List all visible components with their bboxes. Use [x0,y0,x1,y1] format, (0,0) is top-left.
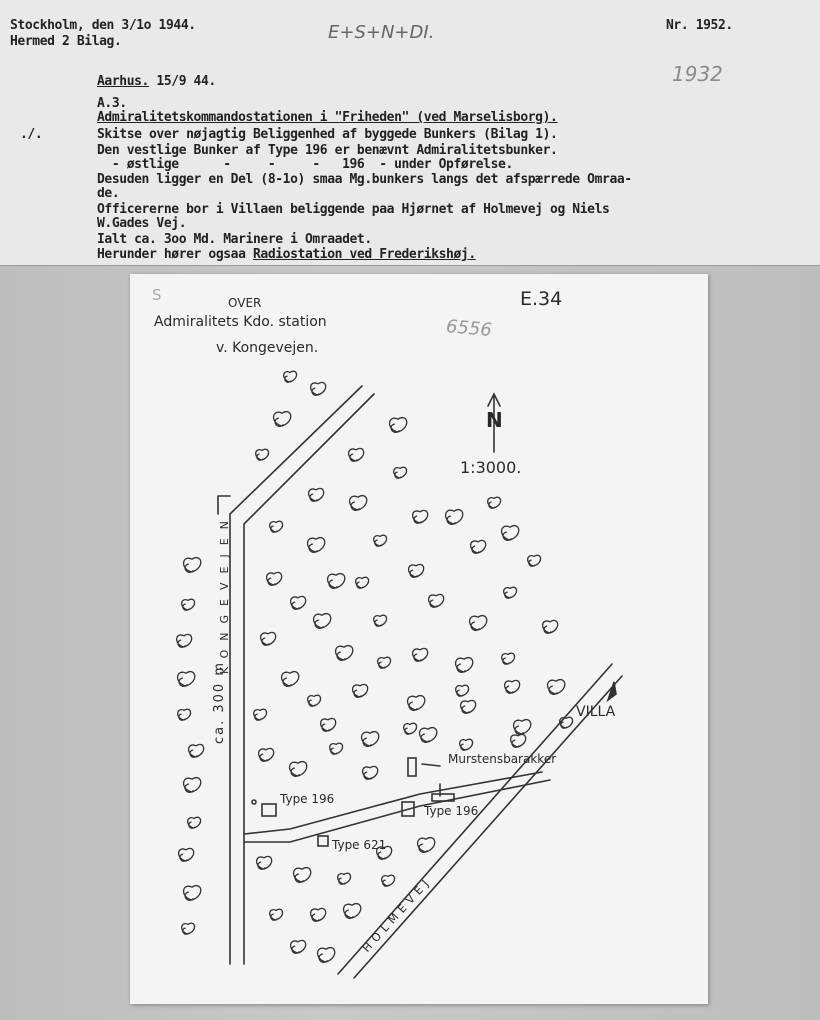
tree-symbol [460,739,473,750]
tree-symbol [362,732,379,747]
tree-symbol [284,371,297,382]
line-10-link: Radiostation ved Frederikshøj. [252,247,476,262]
tree-symbol [270,521,283,532]
tree-symbol [291,940,306,953]
tree-symbol [256,449,269,460]
tree-symbol [528,555,541,566]
tree-symbol [374,615,387,626]
tree-symbol [420,728,437,743]
source-place: Aarhus. [97,74,149,89]
tree-symbol [270,909,283,920]
margin-mark: ./. [20,127,43,142]
tree-symbol [330,743,343,754]
barracks-pointer [422,764,440,766]
letter-line-8: W.Gades Vej. [97,216,187,231]
sketch-title-main: Admiralitets Kdo. station [154,314,327,330]
tree-symbol [548,680,565,695]
tree-symbol [456,685,469,696]
tree-symbol [182,923,195,934]
letter-line-9: Ialt ca. 3oo Md. Marinere i Omraadet. [97,232,372,247]
tree-symbol [311,382,326,395]
tree-symbol [291,596,306,609]
tree-symbol [321,718,336,731]
scale-label: 1:3000. [460,458,522,477]
tree-symbol [404,723,417,734]
sheet-id: E.34 [520,288,563,310]
tree-symbol [328,574,345,589]
tree-symbol [294,868,311,883]
tree-symbol [274,412,291,427]
letter-line-5: Desuden ligger en Del (8-1o) smaa Mg.bunkers langs det afspærrede Omraa- [97,172,632,187]
distance-label: ca. 300 m [212,661,227,744]
tree-symbol [471,540,486,553]
tree-symbol [488,497,501,508]
tree-symbol [178,709,191,720]
tree-symbol [290,762,307,777]
tree-symbol [314,614,331,629]
letter-line-10 [97,247,476,262]
letter-sheet [0,0,820,266]
tree-symbol [446,510,463,525]
tree-symbol [511,734,526,747]
tree-symbol [390,418,407,433]
tree-symbol [318,948,335,963]
tree-symbol [254,709,267,720]
tree-symbol [257,856,272,869]
tree-symbol [502,526,519,541]
source-date: 15/9 44. [149,74,216,89]
tree-symbol [261,632,276,645]
sketch-map [130,274,708,1004]
bunker-type-621 [318,836,328,846]
tree-symbol [505,680,520,693]
tree-symbol [350,496,367,511]
tree-symbol [179,848,194,861]
tree-symbol [378,657,391,668]
pencil-number: 6556 [445,316,493,341]
bunker-small-label: Type 621 [332,838,387,852]
barracks-label: Murstensbarakker [448,752,557,766]
letter-line-4: - østlige - - - 196 - under Opførelse. [97,157,513,172]
tree-symbol [409,564,424,577]
tree-symbol [504,587,517,598]
tree-symbol [374,535,387,546]
north-label: N [486,408,503,432]
connecting-road-south-edge [244,780,550,842]
tree-symbol [382,875,395,886]
tree-symbol [308,538,325,553]
tree-symbol [349,448,364,461]
holmevej-label: HOLMEVEJ [360,873,435,955]
tree-symbol [413,510,428,523]
tree-symbol [177,634,192,647]
letter-enclosures: Hermed 2 Bilag. [10,34,122,49]
tree-symbol [267,572,282,585]
line-10-prefix: Herunder hører ogsaa [97,247,253,262]
letter-source [97,74,216,89]
tree-symbol [336,646,353,661]
tree-symbol [188,817,201,828]
tree-symbol [461,700,476,713]
sketch-title-over: OVER [228,296,262,310]
handwritten-codes: E+S+N+DI. [328,22,435,43]
kongevej-road-east-edge [244,394,374,964]
tree-symbol [502,653,515,664]
tree-symbol [356,577,369,588]
tree-symbol [338,873,351,884]
tree-symbol [394,467,407,478]
tree-symbol [456,658,473,673]
tree-symbol [543,620,558,633]
barracks-building-1 [408,758,416,776]
holmevej-road-east-edge [354,676,622,978]
tree-symbol [184,558,201,573]
bunker-west-type-196 [262,804,276,816]
tree-symbol [308,695,321,706]
bunker-east-label: Type 196 [424,804,479,818]
tree-symbol [309,488,324,501]
corner-mark: S [152,286,162,304]
letter-place-date: Stockholm, den 3/1o 1944. [10,18,196,33]
tree-symbol [182,599,195,610]
letter-number: Nr. 1952. [666,18,733,33]
letter-line-7: Officererne bor i Villaen beliggende paa Hjørnet af Holmevej og Niels [97,202,610,217]
tree-symbol [408,696,425,711]
letter-line-1: Admiralitetskommandostationen i "Friheden" (ved Marselisborg). [97,110,558,125]
tree-symbol [429,594,444,607]
tree-symbol [418,838,435,853]
bunker-west-label: Type 196 [280,792,335,806]
letter-line-2: Skitse over nøjagtig Beliggenhed af byggede Bunkers (Bilag 1). [97,127,558,142]
tree-symbol [363,766,378,779]
letter-line-6: de. [97,186,120,201]
tree-symbol [184,778,201,793]
tree-symbol [189,744,204,757]
sketch-title-road: v. Kongevejen. [216,340,319,356]
handwritten-ref: 1932 [672,62,723,86]
tree-symbol [311,908,326,921]
tree-symbol [560,717,573,728]
bunker-marker-dot [252,800,256,804]
villa-label: VILLA [576,704,616,720]
letter-section: A.3. [97,96,127,111]
tree-symbol [184,886,201,901]
tree-symbol [178,672,195,687]
tree-symbol [344,904,361,919]
letter-line-3: Den vestlige Bunker af Type 196 er benævnt Admiralitetsbunker. [97,143,558,158]
tree-symbol [353,684,368,697]
tree-symbol [259,748,274,761]
tree-symbol [282,672,299,687]
kongevej-label: KONGEVEJEN [218,512,231,674]
tree-symbol [413,648,428,661]
tree-symbol [514,720,531,735]
tree-symbol [470,616,487,631]
